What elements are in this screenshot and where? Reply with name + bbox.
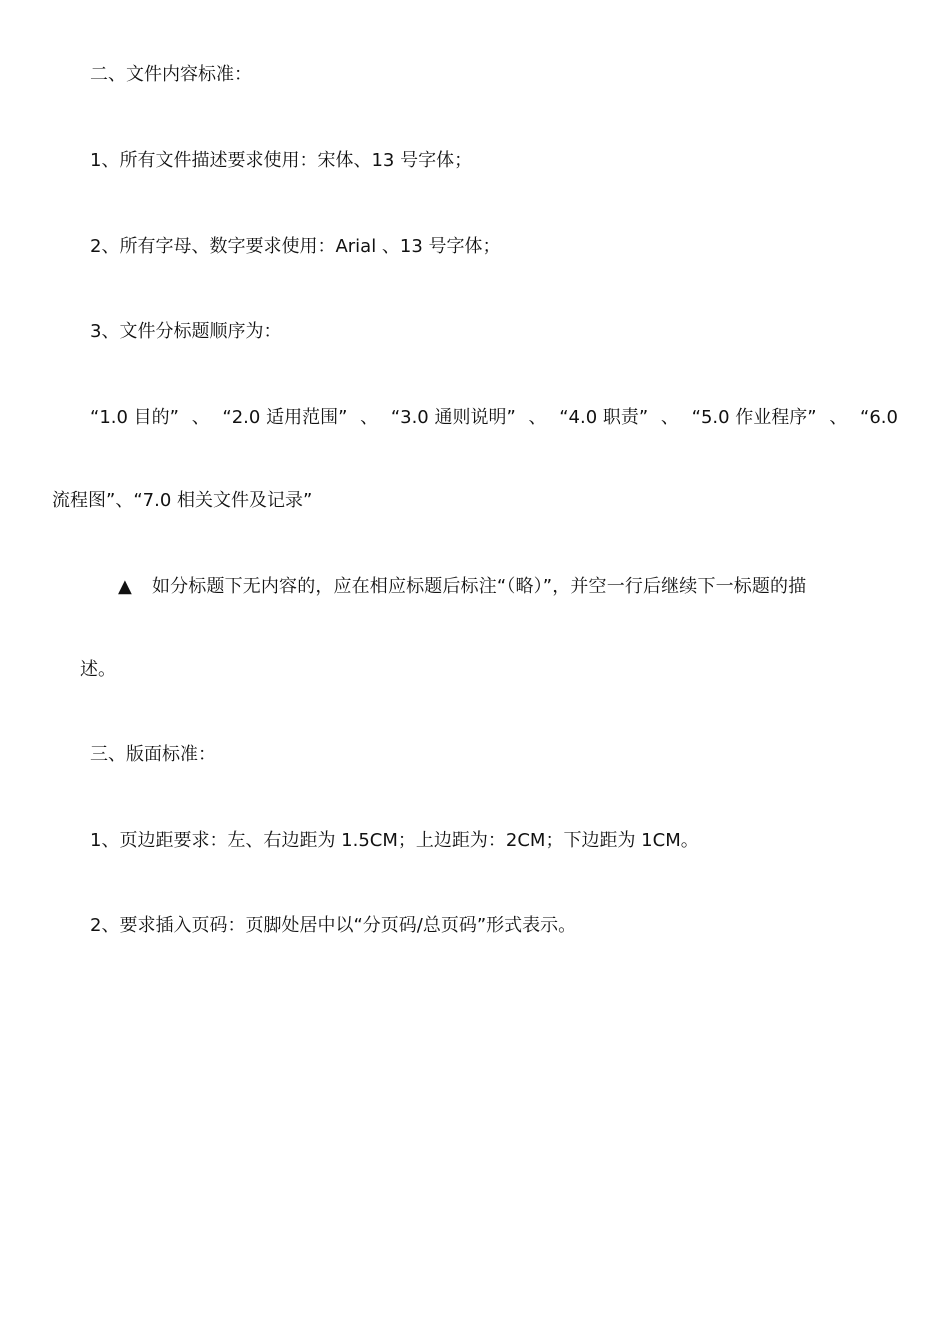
note-text: 如分标题下无内容的，应在相应标题后标注“（略）”，并空一行后继续下一标题的描 — [152, 576, 807, 597]
order-item-3: “3.0 通则说明” — [390, 407, 516, 428]
list-item-font-latin: 2、所有字母、数字要求使用：Arial 、13 号字体； — [90, 236, 501, 257]
note-line-1 — [152, 575, 898, 599]
order-item-6-start: “6.0 — [860, 407, 898, 428]
order-separator: 、 — [528, 407, 547, 428]
list-item-page-numbers: 2、要求插入页码：页脚处居中以“分页码/总页码”形式表示。 — [90, 915, 577, 936]
section-heading-content-standard: 二、文件内容标准： — [90, 64, 252, 85]
order-separator: 、 — [660, 407, 679, 428]
section-heading-layout-standard: 三、版面标准： — [90, 744, 216, 765]
list-item-font-chinese: 1、所有文件描述要求使用：宋体、13 号字体； — [90, 150, 473, 171]
note-line-2: 述。 — [80, 659, 116, 680]
triangle-bullet-icon: ▲ — [118, 576, 132, 597]
list-item-margins: 1、页边距要求：左、右边距为 1.5CM；上边距为：2CM；下边距为 1CM。 — [90, 830, 699, 851]
list-item-heading-order: 3、文件分标题顺序为： — [90, 321, 282, 342]
heading-order-line-1 — [90, 406, 898, 430]
order-item-5: “5.0 作业程序” — [691, 407, 817, 428]
order-separator: 、 — [829, 407, 848, 428]
order-separator: 、 — [191, 407, 210, 428]
order-item-4: “4.0 职责” — [559, 407, 649, 428]
order-item-1: “1.0 目的” — [90, 407, 179, 428]
order-item-2: “2.0 适用范围” — [222, 407, 348, 428]
heading-order-line-2: 流程图”、“7.0 相关文件及记录” — [52, 490, 313, 511]
order-separator: 、 — [360, 407, 379, 428]
